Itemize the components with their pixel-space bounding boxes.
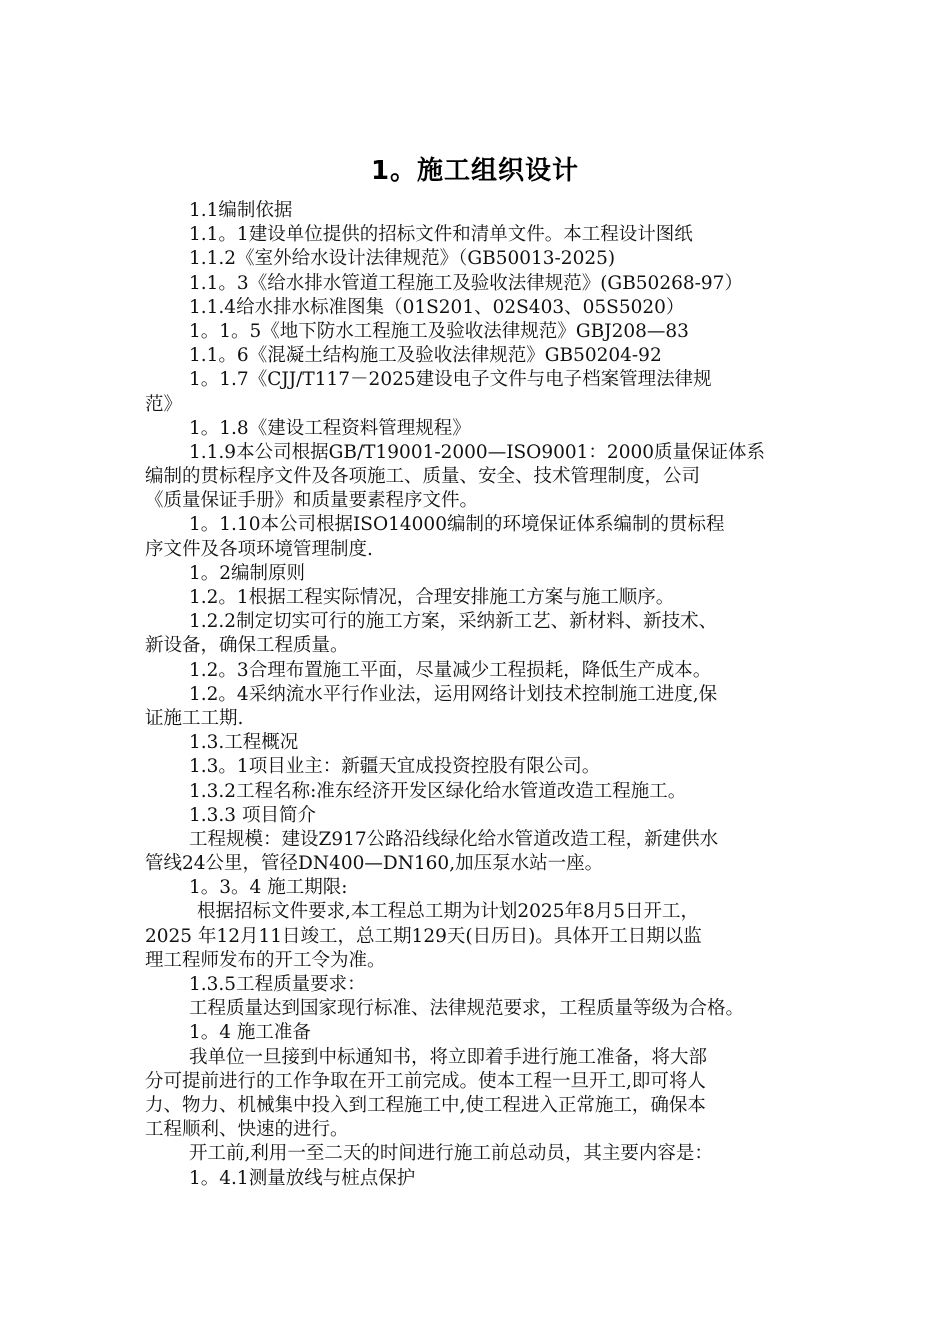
- text-line: 1.2.2制定切实可行的施工方案，采纳新工艺、新材料、新技术、: [189, 611, 718, 633]
- text-line: 1.3。1项目业主：新疆天宜成投资控股有限公司。: [189, 756, 601, 778]
- text-line: 1.1。3《给水排水管道工程施工及验收法律规范》(GB50268-97）: [189, 272, 743, 294]
- text-line: 力、物力、机械集中投入到工程施工中,使工程进入正常施工，确保本: [145, 1094, 706, 1116]
- text-line: 1。2编制原则: [189, 562, 306, 584]
- text-line: 1.1编制依据: [189, 200, 293, 221]
- text-line: 1.3.5工程质量要求：: [189, 974, 366, 995]
- text-line: 《质量保证手册》和质量要素程序文件。: [145, 490, 479, 512]
- text-line: 新设备，确保工程质量。: [145, 635, 349, 657]
- text-line: 理工程师发布的开工令为准。: [145, 949, 386, 971]
- text-line: 我单位一旦接到中标通知书，将立即着手进行施工准备，将大部: [189, 1046, 708, 1068]
- text-line: 工程质量达到国家现行标准、法律规范要求，工程质量等级为合格。: [189, 998, 745, 1020]
- text-line: 1.3.2工程名称:准东经济开发区绿化给水管道改造工程施工。: [189, 780, 687, 802]
- text-line: 1.2。3合理布置施工平面，尽量减少工程损耗，降低生产成本。: [189, 659, 712, 681]
- text-line: 编制的贯标程序文件及各项施工、质量、安全、技术管理制度，公司: [145, 466, 701, 488]
- text-line: 1.3.3 项目简介: [189, 804, 316, 826]
- text-line: 1.1。1建设单位提供的招标文件和清单文件。本工程设计图纸: [189, 224, 693, 246]
- text-line: 1。1。5《地下防水工程施工及验收法律规范》GBJ208—83: [189, 320, 689, 342]
- text-line: 序文件及各项环境管理制度.: [145, 538, 373, 560]
- text-line: 2025 年12月11日竣工，总工期129天(日历日)。具体开工日期以监: [145, 925, 702, 947]
- text-line: 1.1.9本公司根据GB/T19001-2000—ISO9001：2000质量保证体系: [189, 441, 766, 463]
- text-line: 1.3.工程概况: [189, 732, 299, 754]
- text-line: 1。4 施工准备: [189, 1022, 311, 1044]
- text-line: 1。1.8《建设工程资料管理规程》: [189, 417, 471, 439]
- text-line: 管线24公里，管径DN400—DN160,加压泵水站一座。: [145, 853, 604, 875]
- text-line: 工程顺利、快速的进行。: [145, 1119, 349, 1141]
- text-line: 1.1.2《室外给水设计法律规范》（GB50013-2025): [189, 248, 616, 270]
- text-line: 1。4.1测量放线与桩点保护: [189, 1167, 416, 1189]
- text-line: 1.2。1根据工程实际情况，合理安排施工方案与施工顺序。: [189, 587, 675, 608]
- text-line: 开工前,利用一至二天的时间进行施工前总动员，其主要内容是：: [189, 1143, 713, 1165]
- text-line: 范》: [145, 393, 183, 415]
- text-line: 根据招标文件要求,本工程总工期为计划2025年8月5日开工，: [197, 901, 700, 923]
- text-line: 1.1.4给水排水标准图集（01S201、02S403、05S5020）: [189, 296, 685, 318]
- text-line: 1。1.10本公司根据ISO14000编制的环境保证体系编制的贯标程: [189, 514, 725, 536]
- text-line: 1。1.7《CJJ/T117－2025建设电子文件与电子档案管理法律规: [189, 369, 712, 391]
- document-body: [145, 199, 855, 1191]
- text-line: 证施工工期.: [145, 707, 244, 729]
- page-title: 1。施工组织设计: [370, 156, 580, 186]
- text-line: 1。3。4 施工期限:: [189, 877, 348, 899]
- text-line: 1.2。4采纳流水平行作业法，运用网络计划技术控制施工进度,保: [189, 683, 718, 705]
- text-line: 工程规模：建设Z917公路沿线绿化给水管道改造工程，新建供水: [189, 828, 719, 850]
- text-line: 1.1。6《混凝土结构施工及验收法律规范》GB50204-92: [189, 345, 662, 367]
- text-line: 分可提前进行的工作争取在开工前完成。使本工程一旦开工,即可将人: [145, 1070, 706, 1092]
